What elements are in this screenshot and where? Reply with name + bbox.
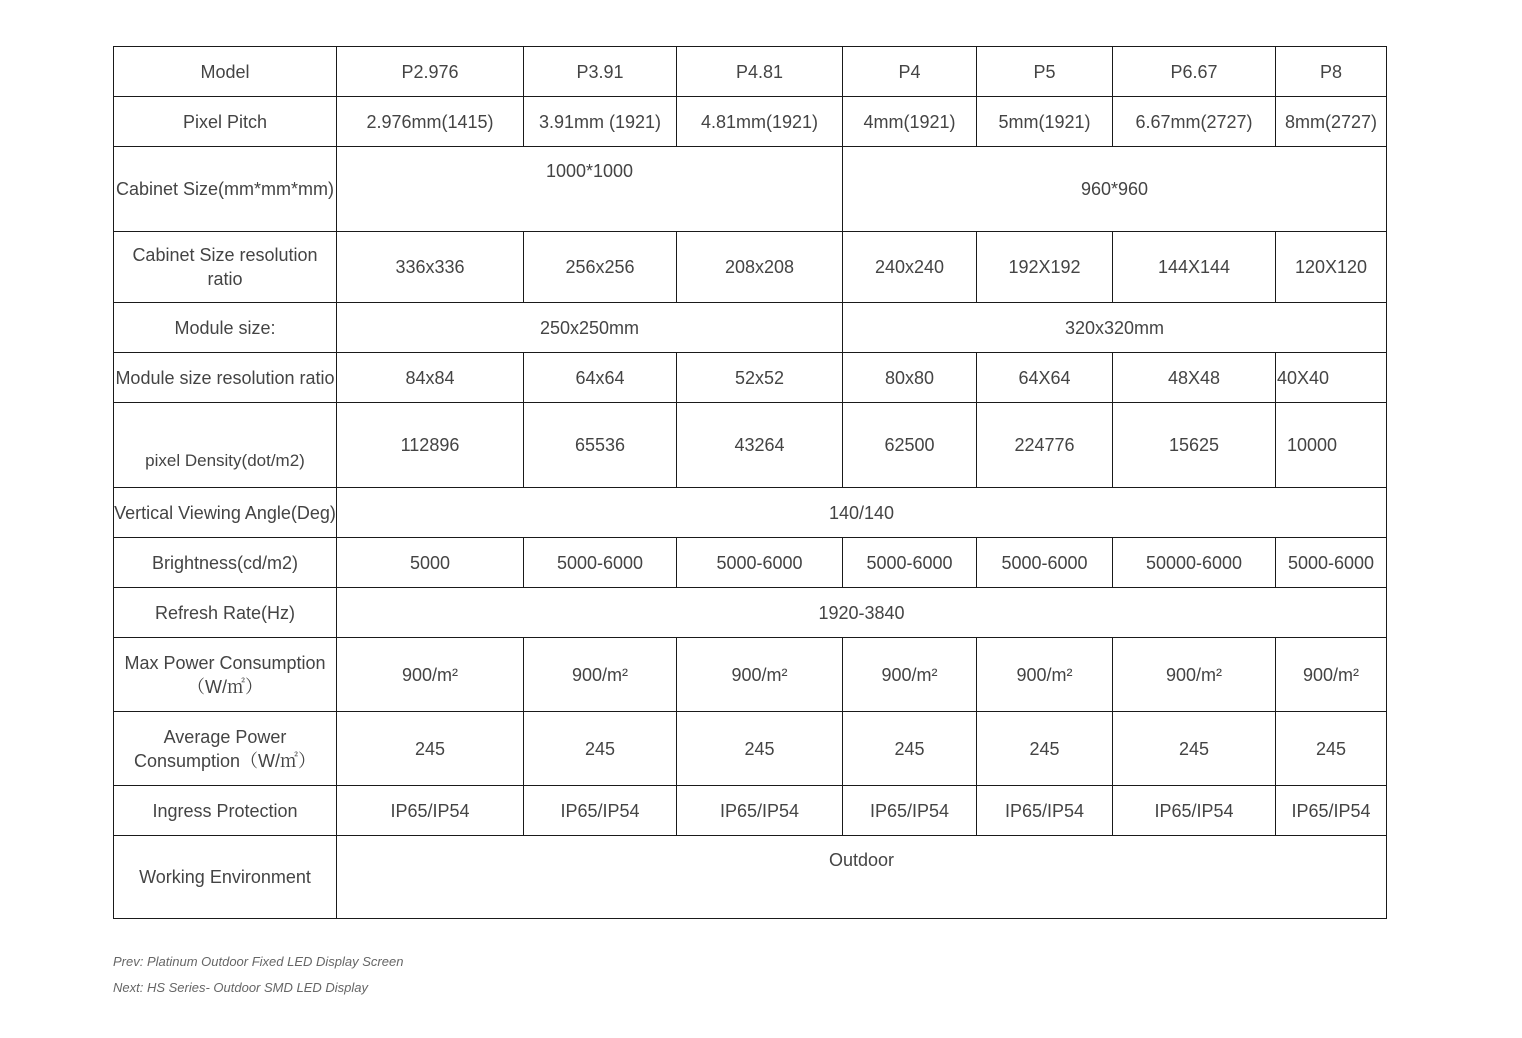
table-cell: 52x52	[677, 353, 843, 403]
row-label-pixel-pitch: Pixel Pitch	[114, 97, 337, 147]
table-cell: 80x80	[843, 353, 977, 403]
table-cell-module-size-b: 320x320mm	[843, 303, 1387, 353]
table-cell: 224776	[977, 403, 1113, 488]
table-cell: 120X120	[1276, 232, 1387, 303]
table-cell: 5000-6000	[843, 538, 977, 588]
table-row-avg-power	[114, 712, 1387, 786]
table-cell: 64x64	[524, 353, 677, 403]
table-cell: IP65/IP54	[977, 786, 1113, 836]
table-cell: 245	[1276, 712, 1387, 786]
row-label-cabinet-resolution: Cabinet Size resolution ratio	[114, 232, 337, 303]
table-cell: 900/m²	[1113, 638, 1276, 712]
table-cell: IP65/IP54	[843, 786, 977, 836]
table-cell: 4mm(1921)	[843, 97, 977, 147]
row-label-avg-power: Average Power Consumption（W/㎡）	[114, 712, 337, 786]
table-row-pixel-pitch	[114, 97, 1387, 147]
table-cell: IP65/IP54	[677, 786, 843, 836]
table-cell: 50000-6000	[1113, 538, 1276, 588]
table-cell: P8	[1276, 47, 1387, 97]
table-row-module-resolution	[114, 353, 1387, 403]
table-cell: 5000-6000	[1276, 538, 1387, 588]
table-cell: 245	[843, 712, 977, 786]
table-row-pixel-density	[114, 403, 1387, 488]
table-cell: 65536	[524, 403, 677, 488]
table-cell: 256x256	[524, 232, 677, 303]
table-cell: 900/m²	[977, 638, 1113, 712]
table-cell: 5000-6000	[677, 538, 843, 588]
table-cell: P3.91	[524, 47, 677, 97]
row-label-module-resolution: Module size resolution ratio	[114, 353, 337, 403]
table-cell: IP65/IP54	[524, 786, 677, 836]
row-label-module-size: Module size:	[114, 303, 337, 353]
table-cell-module-size-a: 250x250mm	[337, 303, 843, 353]
table-cell: 245	[337, 712, 524, 786]
table-cell: 900/m²	[843, 638, 977, 712]
post-navigation	[113, 949, 403, 1001]
table-cell-viewing-angle: 140/140	[337, 488, 1387, 538]
row-label-cabinet-size: Cabinet Size(mm*mm*mm)	[114, 147, 337, 232]
table-cell: 15625	[1113, 403, 1276, 488]
table-cell: 900/m²	[1276, 638, 1387, 712]
table-cell: P6.67	[1113, 47, 1276, 97]
table-cell-cabinet-size-b: 960*960	[843, 147, 1387, 232]
table-row-brightness	[114, 538, 1387, 588]
table-cell: 192X192	[977, 232, 1113, 303]
table-cell: 62500	[843, 403, 977, 488]
table-row-environment	[114, 836, 1387, 919]
table-cell: 5mm(1921)	[977, 97, 1113, 147]
table-cell: 5000-6000	[524, 538, 677, 588]
row-label-max-power: Max Power Consumption（W/㎡）	[114, 638, 337, 712]
table-cell-cabinet-size-a: 1000*1000	[337, 147, 843, 232]
table-cell: 245	[1113, 712, 1276, 786]
table-row-viewing-angle	[114, 488, 1387, 538]
table-cell: 5000	[337, 538, 524, 588]
table-cell-refresh-rate: 1920-3840	[337, 588, 1387, 638]
table-cell: 240x240	[843, 232, 977, 303]
row-label-pixel-density: pixel Density(dot/m2)	[114, 403, 337, 488]
table-cell: 112896	[337, 403, 524, 488]
table-cell: IP65/IP54	[1276, 786, 1387, 836]
table-row-module-size	[114, 303, 1387, 353]
table-cell: 64X64	[977, 353, 1113, 403]
table-cell: 208x208	[677, 232, 843, 303]
row-label-refresh-rate: Refresh Rate(Hz)	[114, 588, 337, 638]
spec-table	[113, 46, 1387, 919]
table-row-cabinet-resolution	[114, 232, 1387, 303]
table-cell: 3.91mm (1921)	[524, 97, 677, 147]
table-cell: 245	[677, 712, 843, 786]
table-cell: 6.67mm(2727)	[1113, 97, 1276, 147]
table-cell-environment: Outdoor	[337, 836, 1387, 919]
table-cell: 900/m²	[337, 638, 524, 712]
table-row-refresh-rate	[114, 588, 1387, 638]
table-cell: 48X48	[1113, 353, 1276, 403]
table-cell: IP65/IP54	[1113, 786, 1276, 836]
table-row-model	[114, 47, 1387, 97]
table-cell: 245	[977, 712, 1113, 786]
row-label-environment: Working Environment	[114, 836, 337, 919]
table-row-cabinet-size	[114, 147, 1387, 232]
table-cell: 8mm(2727)	[1276, 97, 1387, 147]
table-cell: IP65/IP54	[337, 786, 524, 836]
table-cell: 40X40	[1276, 353, 1387, 403]
table-cell: 43264	[677, 403, 843, 488]
table-cell: 2.976mm(1415)	[337, 97, 524, 147]
row-label-ingress: Ingress Protection	[114, 786, 337, 836]
table-cell: 4.81mm(1921)	[677, 97, 843, 147]
table-cell: P4.81	[677, 47, 843, 97]
table-cell: 10000	[1276, 403, 1387, 488]
table-cell: 245	[524, 712, 677, 786]
table-cell: P4	[843, 47, 977, 97]
table-cell: 84x84	[337, 353, 524, 403]
table-cell: 5000-6000	[977, 538, 1113, 588]
prev-link[interactable]: Prev: Platinum Outdoor Fixed LED Display Screen	[113, 954, 404, 969]
next-link[interactable]: Next: HS Series- Outdoor SMD LED Display	[113, 980, 369, 995]
table-cell: P2.976	[337, 47, 524, 97]
table-cell: 336x336	[337, 232, 524, 303]
row-label-brightness: Brightness(cd/m2)	[114, 538, 337, 588]
table-cell: P5	[977, 47, 1113, 97]
table-cell: 900/m²	[524, 638, 677, 712]
row-label-viewing-angle: Vertical Viewing Angle(Deg)	[114, 488, 337, 538]
table-row-max-power	[114, 638, 1387, 712]
table-row-ingress	[114, 786, 1387, 836]
table-cell: 900/m²	[677, 638, 843, 712]
table-cell: 144X144	[1113, 232, 1276, 303]
row-label-model: Model	[114, 47, 337, 97]
